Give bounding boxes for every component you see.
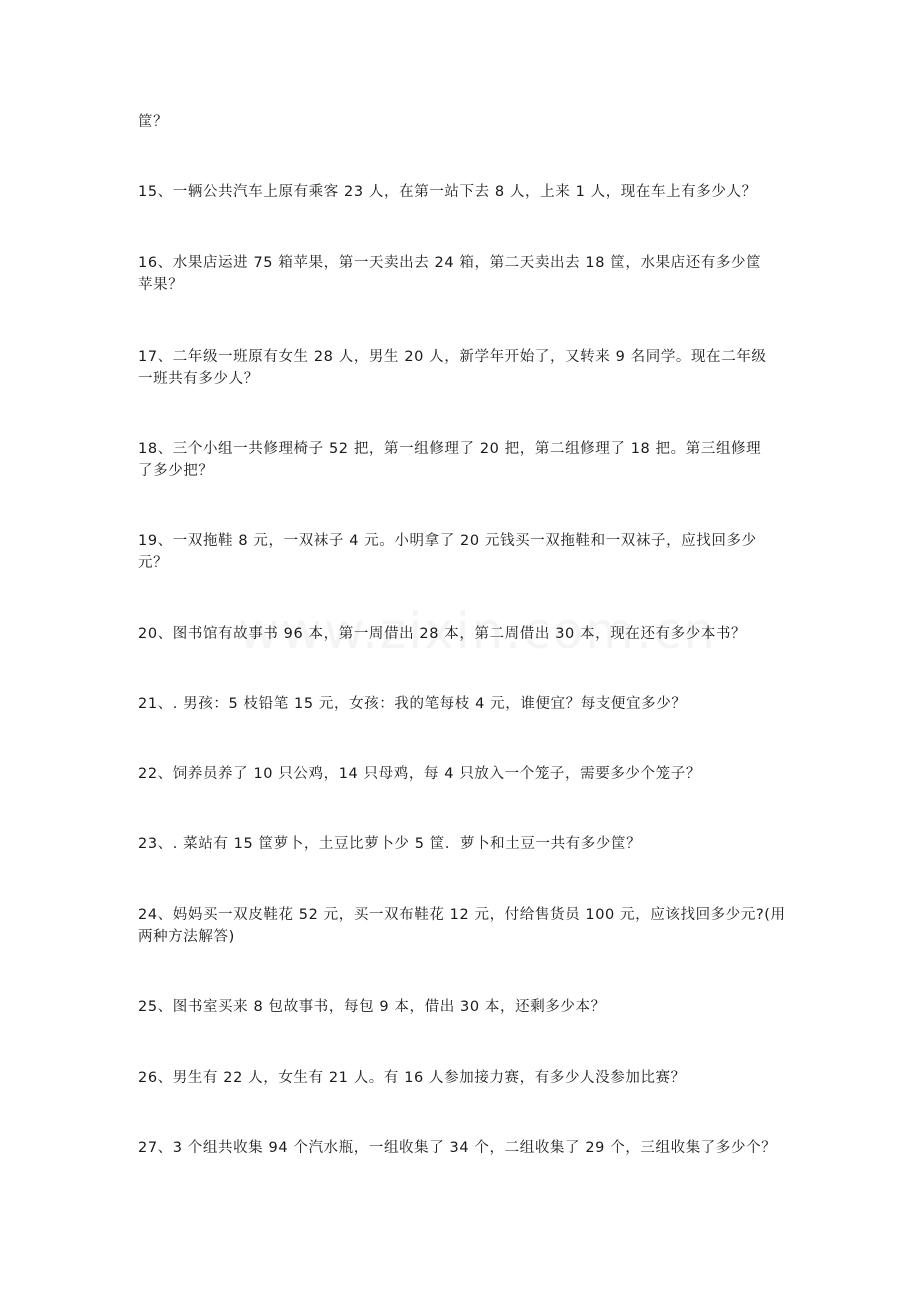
question-23: 23、. 菜站有 15 筐萝卜，土豆比萝卜少 5 筐．萝卜和土豆一共有多少筐？ <box>138 836 642 852</box>
question-27: 27、3 个组共收集 94 个汽水瓶，一组收集了 34 个，二组收集了 29 个，三组收集了多少个？ <box>138 1140 777 1156</box>
question-16-cont: 苹果？ <box>138 277 184 293</box>
text-line: 筐？ <box>138 114 169 130</box>
question-17: 17、二年级一班原有女生 28 人，男生 20 人，新学年开始了，又转来 9 名同学。现在二年级 <box>138 349 767 365</box>
question-17-cont: 一班共有多少人？ <box>138 371 259 387</box>
question-21: 21、. 男孩：5 枝铅笔 15 元，女孩：我的笔每枝 4 元，谁便宜？每支便宜多少？ <box>138 696 687 712</box>
question-16: 16、水果店运进 75 箱苹果，第一天卖出去 24 箱，第二天卖出去 18 筐，水果店还有多少筐 <box>138 255 762 271</box>
question-18-cont: 了多少把？ <box>138 463 214 479</box>
question-19-cont: 元？ <box>138 555 169 571</box>
question-20: 20、图书馆有故事书 96 本，第一周借出 28 本，第二周借出 30 本，现在还有多少本书？ <box>138 626 747 642</box>
question-25: 25、图书室买来 8 包故事书，每包 9 本，借出 30 本，还剩多少本？ <box>138 999 606 1015</box>
question-24: 24、妈妈买一双皮鞋花 52 元，买一双布鞋花 12 元，付给售货员 100 元，应该找回多少元?(用 <box>138 907 786 923</box>
question-15: 15、一辆公共汽车上原有乘客 23 人，在第一站下去 8 人，上来 1 人，现在车上有多少人？ <box>138 184 757 200</box>
question-19: 19、一双拖鞋 8 元，一双袜子 4 元。小明拿了 20 元钱买一双拖鞋和一双袜子，应找回多少 <box>138 533 757 549</box>
question-18: 18、三个小组一共修理椅子 52 把，第一组修理了 20 把，第二组修理了 18 把。第三组修理 <box>138 441 762 457</box>
question-22: 22、饲养员养了 10 只公鸡，14 只母鸡，每 4 只放入一个笼子，需要多少个笼子？ <box>138 766 701 782</box>
question-26: 26、男生有 22 人，女生有 21 人。有 16 人参加接力赛，有多少人没参加比赛？ <box>138 1070 686 1086</box>
question-24-cont: 两种方法解答) <box>138 929 235 945</box>
